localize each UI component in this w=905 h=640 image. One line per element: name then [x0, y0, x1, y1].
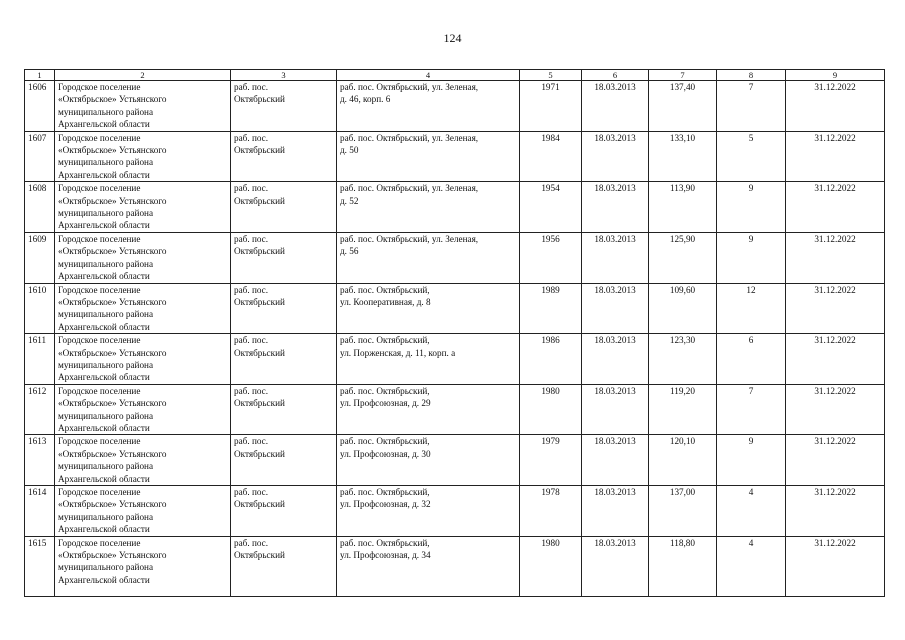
count-cell: 9: [717, 182, 786, 233]
year-cell: 1984: [520, 131, 582, 182]
address-cell-line: раб. пос. Октябрьский, ул. Зеленая,: [340, 132, 479, 143]
year-cell: 1979: [520, 435, 582, 486]
address-cell: [337, 334, 520, 385]
address-cell-line: ул. Профсоюзная, д. 30: [340, 448, 431, 459]
settlement-cell-line: раб. пос.: [234, 82, 269, 92]
settlement-cell-line: Октябрьский: [234, 145, 285, 156]
deadline-cell: 31.12.2022: [786, 384, 885, 435]
address-cell: [337, 81, 520, 132]
settlement-cell-line: Октябрьский: [234, 246, 285, 257]
owner-cell-line: Архангельской области: [58, 169, 150, 180]
owner-cell-line: Архангельской области: [58, 473, 150, 484]
owner-cell-line: Городское поселение: [58, 284, 141, 295]
owner-cell-line: Архангельской области: [58, 321, 150, 332]
year-cell: 1956: [520, 232, 582, 283]
row-number-cell: 1606: [25, 81, 55, 132]
owner-cell-line: Архангельской области: [58, 524, 150, 535]
settlement-cell-line: Октябрьский: [234, 499, 285, 510]
address-cell-line: раб. пос. Октябрьский, ул. Зеленая,: [340, 233, 479, 244]
address-cell-line: раб. пос. Октябрьский,: [340, 335, 430, 346]
column-number: 3: [231, 70, 337, 81]
count-cell: 7: [717, 81, 786, 132]
owner-cell-line: Архангельской области: [58, 220, 150, 231]
column-number: 1: [25, 70, 55, 81]
owner-cell-line: Архангельской области: [58, 372, 150, 383]
address-cell-line: раб. пос. Октябрьский, ул. Зеленая,: [340, 82, 479, 92]
owner-cell-line: Городское поселение: [58, 487, 141, 497]
date-cell: 18.03.2013: [582, 486, 649, 537]
date-cell: 18.03.2013: [582, 283, 649, 334]
count-cell: 12: [717, 283, 786, 334]
table-row: [25, 334, 885, 385]
owner-cell-line: муниципального района: [58, 562, 154, 573]
owner-cell-line: муниципального района: [58, 106, 154, 117]
count-cell: 9: [717, 232, 786, 283]
address-cell-line: раб. пос. Октябрьский,: [340, 537, 430, 548]
area-cell: 119,20: [649, 384, 717, 435]
column-number: 5: [520, 70, 582, 81]
address-cell-line: д. 56: [340, 246, 359, 257]
owner-cell: [55, 384, 231, 435]
count-cell: 7: [717, 384, 786, 435]
area-cell: 123,30: [649, 334, 717, 385]
owner-cell-line: Городское поселение: [58, 436, 141, 447]
owner-cell-line: Архангельской области: [58, 119, 150, 130]
owner-cell-line: «Октябрьское» Устьянского: [58, 145, 167, 156]
owner-cell-line: муниципального района: [58, 309, 154, 320]
owner-cell-line: «Октябрьское» Устьянского: [58, 94, 167, 105]
address-cell-line: ул. Профсоюзная, д. 32: [340, 499, 431, 510]
settlement-cell-line: раб. пос.: [234, 284, 269, 295]
table-row: [25, 536, 885, 596]
row-number-cell: 1609: [25, 232, 55, 283]
address-cell-line: ул. Порженская, д. 11, корп. а: [340, 347, 456, 358]
owner-cell-line: Городское поселение: [58, 82, 141, 92]
column-number-row: [25, 70, 885, 81]
owner-cell-line: Архангельской области: [58, 574, 150, 585]
column-number: 8: [717, 70, 786, 81]
owner-cell-line: муниципального района: [58, 511, 154, 522]
settlement-cell-line: раб. пос.: [234, 233, 269, 244]
owner-cell: [55, 283, 231, 334]
date-cell: 18.03.2013: [582, 131, 649, 182]
table-row: [25, 131, 885, 182]
address-cell-line: раб. пос. Октябрьский,: [340, 436, 430, 447]
settlement-cell-line: Октябрьский: [234, 195, 285, 206]
address-cell-line: ул. Профсоюзная, д. 34: [340, 550, 431, 561]
deadline-cell: 31.12.2022: [786, 131, 885, 182]
address-cell-line: раб. пос. Октябрьский,: [340, 385, 430, 396]
area-cell: 133,10: [649, 131, 717, 182]
address-cell: [337, 283, 520, 334]
deadline-cell: 31.12.2022: [786, 283, 885, 334]
year-cell: 1954: [520, 182, 582, 233]
address-cell: [337, 536, 520, 596]
settlement-cell: [231, 435, 337, 486]
owner-cell: [55, 435, 231, 486]
settlement-cell: [231, 283, 337, 334]
owner-cell: [55, 334, 231, 385]
owner-cell-line: муниципального района: [58, 208, 154, 219]
settlement-cell-line: раб. пос.: [234, 436, 269, 447]
date-cell: 18.03.2013: [582, 232, 649, 283]
owner-cell-line: Архангельской области: [58, 271, 150, 282]
address-cell: [337, 131, 520, 182]
table-row: [25, 435, 885, 486]
owner-cell-line: муниципального района: [58, 258, 154, 269]
owner-cell-line: Городское поселение: [58, 132, 141, 143]
column-number: 6: [582, 70, 649, 81]
owner-cell-line: Городское поселение: [58, 233, 141, 244]
owner-cell: [55, 536, 231, 596]
owner-cell-line: «Октябрьское» Устьянского: [58, 398, 167, 409]
settlement-cell-line: Октябрьский: [234, 448, 285, 459]
deadline-cell: 31.12.2022: [786, 81, 885, 132]
year-cell: 1978: [520, 486, 582, 537]
owner-cell-line: «Октябрьское» Устьянского: [58, 550, 167, 561]
address-cell: [337, 182, 520, 233]
settlement-cell-line: раб. пос.: [234, 385, 269, 396]
settlement-cell-line: раб. пос.: [234, 132, 269, 143]
column-number: 4: [337, 70, 520, 81]
owner-cell: [55, 232, 231, 283]
owner-cell-line: муниципального района: [58, 157, 154, 168]
owner-cell-line: муниципального района: [58, 461, 154, 472]
address-cell: [337, 232, 520, 283]
row-number-cell: 1610: [25, 283, 55, 334]
settlement-cell: [231, 384, 337, 435]
settlement-cell: [231, 182, 337, 233]
owner-cell-line: «Октябрьское» Устьянского: [58, 448, 167, 459]
owner-cell: [55, 182, 231, 233]
owner-cell-line: Городское поселение: [58, 335, 141, 346]
settlement-cell: [231, 536, 337, 596]
column-number: 2: [55, 70, 231, 81]
settlement-cell-line: Октябрьский: [234, 94, 285, 105]
area-cell: 137,00: [649, 486, 717, 537]
address-cell-line: ул. Кооперативная, д. 8: [340, 296, 431, 307]
owner-cell: [55, 81, 231, 132]
settlement-cell-line: раб. пос.: [234, 183, 269, 194]
owner-cell-line: «Октябрьское» Устьянского: [58, 347, 167, 358]
owner-cell-line: «Октябрьское» Устьянского: [58, 195, 167, 206]
settlement-cell-line: Октябрьский: [234, 550, 285, 561]
count-cell: 5: [717, 131, 786, 182]
address-cell-line: д. 52: [340, 195, 359, 206]
deadline-cell: 31.12.2022: [786, 536, 885, 596]
settlement-cell-line: Октябрьский: [234, 296, 285, 307]
area-cell: 125,90: [649, 232, 717, 283]
deadline-cell: 31.12.2022: [786, 232, 885, 283]
settlement-cell-line: раб. пос.: [234, 487, 269, 497]
year-cell: 1980: [520, 536, 582, 596]
owner-cell-line: «Октябрьское» Устьянского: [58, 296, 167, 307]
address-cell-line: д. 50: [340, 145, 359, 156]
count-cell: 9: [717, 435, 786, 486]
area-cell: 113,90: [649, 182, 717, 233]
year-cell: 1971: [520, 81, 582, 132]
count-cell: 4: [717, 536, 786, 596]
owner-cell-line: муниципального района: [58, 359, 154, 370]
column-number: 9: [786, 70, 885, 81]
address-cell-line: раб. пос. Октябрьский, ул. Зеленая,: [340, 183, 479, 194]
deadline-cell: 31.12.2022: [786, 435, 885, 486]
row-number-cell: 1611: [25, 334, 55, 385]
date-cell: 18.03.2013: [582, 334, 649, 385]
date-cell: 18.03.2013: [582, 536, 649, 596]
settlement-cell-line: Октябрьский: [234, 347, 285, 358]
row-number-cell: 1614: [25, 486, 55, 537]
settlement-cell: [231, 81, 337, 132]
date-cell: 18.03.2013: [582, 384, 649, 435]
year-cell: 1986: [520, 334, 582, 385]
address-cell: [337, 486, 520, 537]
settlement-cell: [231, 131, 337, 182]
date-cell: 18.03.2013: [582, 182, 649, 233]
table-row: [25, 182, 885, 233]
settlement-cell: [231, 232, 337, 283]
settlement-cell-line: Октябрьский: [234, 398, 285, 409]
owner-cell: [55, 486, 231, 537]
owner-cell-line: «Октябрьское» Устьянского: [58, 246, 167, 257]
owner-cell-line: Архангельской области: [58, 422, 150, 433]
table-row: [25, 81, 885, 132]
table-row: [25, 232, 885, 283]
owner-cell: [55, 131, 231, 182]
address-cell-line: д. 46, корп. 6: [340, 94, 391, 105]
owner-cell-line: муниципального района: [58, 410, 154, 421]
address-cell-line: раб. пос. Октябрьский,: [340, 284, 430, 295]
count-cell: 4: [717, 486, 786, 537]
count-cell: 6: [717, 334, 786, 385]
page-number: 124: [443, 31, 462, 45]
column-number: 7: [649, 70, 717, 81]
area-cell: 118,80: [649, 536, 717, 596]
row-number-cell: 1613: [25, 435, 55, 486]
year-cell: 1980: [520, 384, 582, 435]
owner-cell-line: Городское поселение: [58, 537, 141, 548]
owner-cell-line: Городское поселение: [58, 385, 141, 396]
date-cell: 18.03.2013: [582, 81, 649, 132]
deadline-cell: 31.12.2022: [786, 182, 885, 233]
settlement-cell: [231, 334, 337, 385]
area-cell: 120,10: [649, 435, 717, 486]
table-row: [25, 384, 885, 435]
year-cell: 1989: [520, 283, 582, 334]
deadline-cell: 31.12.2022: [786, 486, 885, 537]
owner-cell-line: Городское поселение: [58, 183, 141, 194]
address-cell: [337, 435, 520, 486]
address-cell-line: ул. Профсоюзная, д. 29: [340, 398, 431, 409]
table-row: [25, 283, 885, 334]
settlement-cell: [231, 486, 337, 537]
owner-cell-line: «Октябрьское» Устьянского: [58, 499, 167, 510]
address-cell-line: раб. пос. Октябрьский,: [340, 487, 430, 497]
row-number-cell: 1615: [25, 536, 55, 596]
date-cell: 18.03.2013: [582, 435, 649, 486]
address-cell: [337, 384, 520, 435]
deadline-cell: 31.12.2022: [786, 334, 885, 385]
area-cell: 109,60: [649, 283, 717, 334]
housing-registry-table: [24, 69, 885, 597]
row-number-cell: 1607: [25, 131, 55, 182]
settlement-cell-line: раб. пос.: [234, 335, 269, 346]
area-cell: 137,40: [649, 81, 717, 132]
row-number-cell: 1612: [25, 384, 55, 435]
settlement-cell-line: раб. пос.: [234, 537, 269, 548]
row-number-cell: 1608: [25, 182, 55, 233]
table-row: [25, 486, 885, 537]
